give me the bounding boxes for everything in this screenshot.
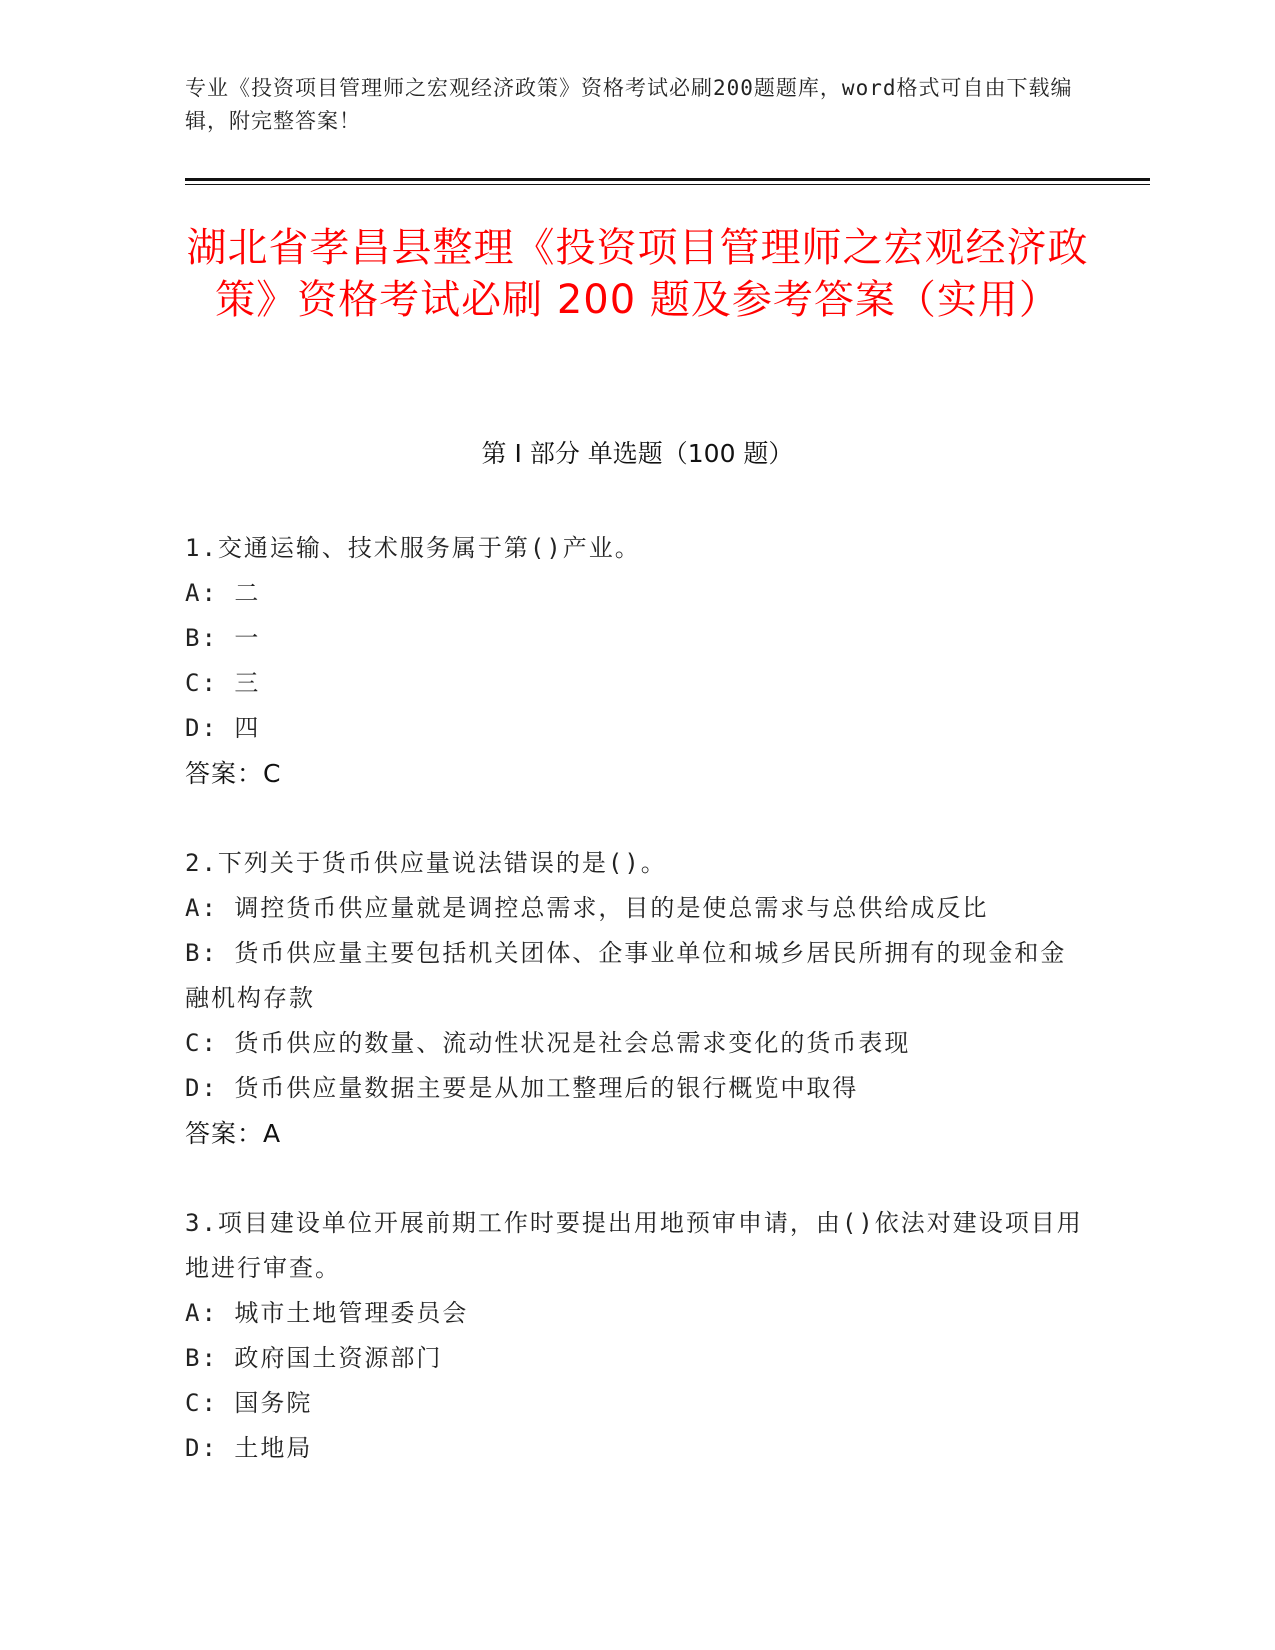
question-stem: 1.交通运输、技术服务属于第()产业。 — [185, 534, 641, 562]
option-b: B: 一 — [185, 624, 261, 652]
question-1 — [185, 526, 1085, 796]
question-list — [185, 526, 1085, 1516]
option-d: D: 四 — [185, 714, 261, 742]
answer-line: 答案：A — [185, 1119, 282, 1148]
option-b: B: 政府国土资源部门 — [185, 1344, 443, 1372]
option-c: C: 三 — [185, 669, 261, 697]
option-d: D: 土地局 — [185, 1434, 313, 1462]
document-title: 湖北省孝昌县整理《投资项目管理师之宏观经济政策》资格考试必刷 200 题及参考答案（实用） — [186, 225, 1089, 323]
question-2 — [185, 841, 1085, 1156]
answer-line: 答案：C — [185, 759, 282, 788]
header-divider-thick — [185, 178, 1150, 181]
option-b: B: 货币供应量主要包括机关团体、企事业单位和城乡居民所拥有的现金和金融机构存款 — [185, 939, 1067, 1012]
option-c: C: 货币供应的数量、流动性状况是社会总需求变化的货币表现 — [185, 1029, 911, 1057]
question-stem: 3.项目建设单位开展前期工作时要提出用地预审申请，由()依法对建设项目用地进行审查。 — [185, 1209, 1083, 1282]
option-c: C: 国务院 — [185, 1389, 313, 1417]
option-a: A: 调控货币供应量就是调控总需求，目的是使总需求与总供给成反比 — [185, 894, 989, 922]
section-heading: 第 I 部分 单选题（100 题） — [481, 439, 794, 468]
option-a: A: 二 — [185, 579, 261, 607]
option-a: A: 城市土地管理委员会 — [185, 1299, 469, 1327]
question-3 — [185, 1201, 1085, 1471]
header-note: 专业《投资项目管理师之宏观经济政策》资格考试必刷200题题库，word格式可自由下载编辑，附完整答案！ — [185, 76, 1073, 133]
header-divider-thin — [185, 184, 1150, 185]
option-d: D: 货币供应量数据主要是从加工整理后的银行概览中取得 — [185, 1074, 859, 1102]
question-stem: 2.下列关于货币供应量说法错误的是()。 — [185, 849, 667, 877]
